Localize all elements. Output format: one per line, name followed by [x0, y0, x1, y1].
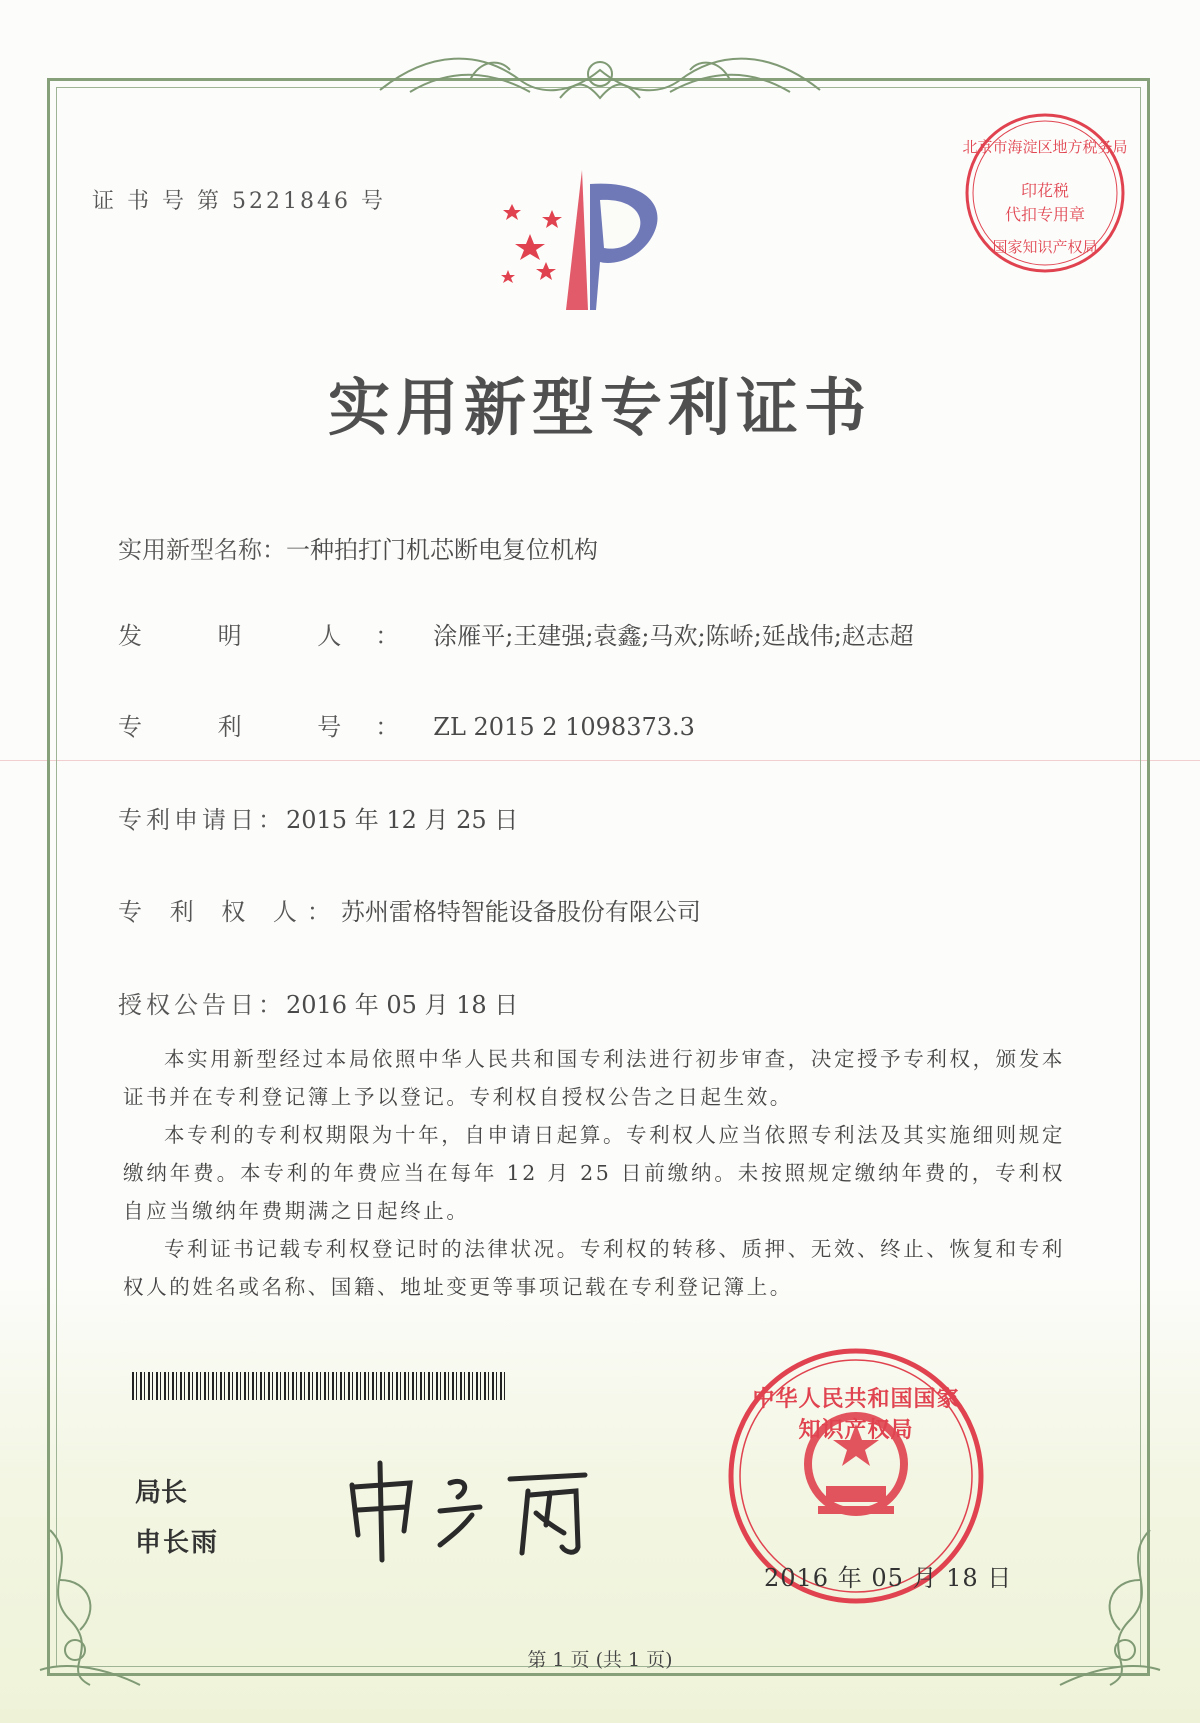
grant-date-label: 授权公告日： [118, 991, 286, 1019]
director-signature [340, 1455, 640, 1569]
application-date-label: 专利申请日： [118, 806, 286, 834]
grant-date-row [118, 985, 518, 1020]
patent-number-value: ZL 2015 2 1098373.3 [433, 713, 695, 741]
tax-seal-line2: 代扣专用章 [1004, 205, 1085, 224]
utility-model-name-label: 实用新型名称： [118, 536, 286, 564]
utility-model-name-row [118, 530, 598, 565]
tax-seal-bottom-text: 国家知识产权局 [992, 238, 1098, 256]
inventor-value: 涂雁平;王建强;袁鑫;马欢;陈峤;延战伟;赵志超 [433, 622, 914, 650]
sipo-emblem-icon [500, 170, 700, 324]
seal-date: 2016 年 05 月 18 日 [764, 1564, 1013, 1592]
page-number: 第 1 页 (共 1 页) [527, 1649, 673, 1671]
body-paragraph-2: 本专利的专利权期限为十年，自申请日起算。专利权人应当依照专利法及其实施细则规定缴纳年费。本专利的年费应当在每年 12 月 25 日前缴纳。未按照规定缴纳年费的，专利权自应当缴纳年费期满之日起终止。 [123, 1123, 1065, 1223]
tax-seal-line1: 印花税 [1020, 181, 1069, 200]
certificate-title: 实用新型专利证书 [327, 371, 872, 444]
patentee-label: 专 利 权 人： [118, 898, 341, 926]
application-date-row [118, 800, 518, 835]
patent-number-label: 专 利 号： [118, 713, 434, 741]
patent-number-row [118, 707, 695, 742]
body-paragraph-3: 专利证书记载专利权登记时的法律状况。专利权的转移、质押、无效、终止、恢复和专利权人的姓名或名称、国籍、地址变更等事项记载在专利登记簿上。 [123, 1237, 1065, 1299]
body-paragraph-1: 本实用新型经过本局依照中华人民共和国专利法进行初步审查，决定授予专利权，颁发本证书并在专利登记簿上予以登记。专利权自授权公告之日起生效。 [123, 1047, 1065, 1109]
patentee-value: 苏州雷格特智能设备股份有限公司 [340, 898, 701, 926]
certificate-body [123, 1040, 1065, 1306]
utility-model-name-value: 一种拍打门机芯断电复位机构 [286, 536, 598, 564]
certificate-number: 证 书 号 第 5221846 号 [92, 189, 386, 214]
grant-date-value: 2016 年 05 月 18 日 [286, 991, 519, 1019]
director-title: 局长 [135, 1478, 188, 1508]
tax-stamp-seal [960, 108, 1130, 282]
official-seal-text: 中华人民共和国国家知识产权局 [752, 1386, 960, 1443]
application-date-value: 2015 年 12 月 25 日 [286, 806, 519, 834]
barcode [132, 1372, 508, 1400]
tax-seal-ring-text: 北京市海淀区地方税务局 [962, 138, 1128, 156]
top-ornament [370, 40, 830, 110]
director-name: 申长雨 [135, 1528, 220, 1558]
inventor-label: 发 明 人： [118, 622, 434, 650]
patentee-row [118, 892, 701, 927]
inventor-row [118, 616, 914, 651]
